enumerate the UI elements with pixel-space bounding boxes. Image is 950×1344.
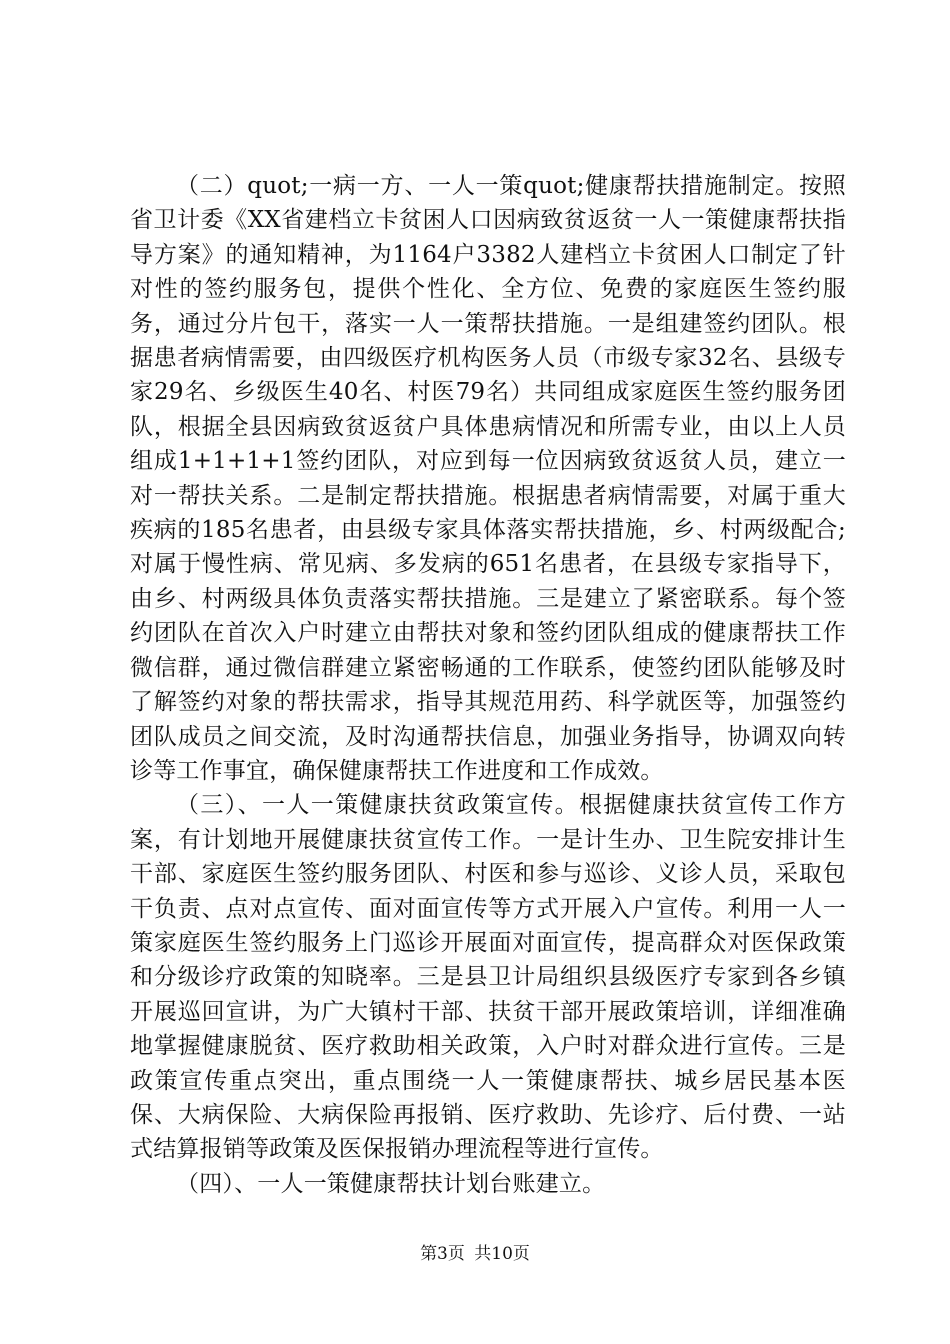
- document-body: [130, 169, 846, 1201]
- paragraph-section-2: （二）quot;一病一方、一人一策quot;健康帮扶措施制定。按照省卫计委《XX省建档立卡贫困人口因病致贫返贫一人一策健康帮扶指导方案》的通知精神，为1164户3382人建档立卡贫困人口制定了针对性的签约服务包，提供个性化、全方位、免费的家庭医生签约服务，通过分片包干，落实一人一策帮扶措施。一是组建签约团队。根据患者病情需要，由四级医疗机构医务人员（市级专家32名、县级专家29名、乡级医生40名、村医79名）共同组成家庭医生签约服务团队，根据全县因病致贫返贫户具体患病情况和所需专业，由以上人员组成1+1+1+1签约团队，对应到每一位因病致贫返贫人员，建立一对一帮扶关系。二是制定帮扶措施。根据患者病情需要，对属于重大疾病的185名患者，由县级专家具体落实帮扶措施，乡、村两级配合;对属于慢性病、常见病、多发病的651名患者，在县级专家指导下，由乡、村两级具体负责落实帮扶措施。三是建立了紧密联系。每个签约团队在首次入户时建立由帮扶对象和签约团队组成的健康帮扶工作微信群，通过微信群建立紧密畅通的工作联系，使签约团队能够及时了解签约对象的帮扶需求，指导其规范用药、科学就医等，加强签约团队成员之间交流，及时沟通帮扶信息，加强业务指导，协调双向转诊等工作事宜，确保健康帮扶工作进度和工作成效。: [130, 173, 846, 784]
- paragraph-section-4: （四）、一人一策健康帮扶计划台账建立。: [176, 1170, 606, 1197]
- page-number-total: 共10页: [474, 1244, 530, 1264]
- page-number-current: 第3页: [420, 1244, 465, 1264]
- page-footer: [0, 1243, 950, 1265]
- paragraph-section-3: （三）、一人一策健康扶贫政策宣传。根据健康扶贫宣传工作方案，有计划地开展健康扶贫宣传工作。一是计生办、卫生院安排计生干部、家庭医生签约服务团队、村医和参与巡诊、义诊人员，采取包干负责、点对点宣传、面对面宣传等方式开展入户宣传。利用一人一策家庭医生签约服务上门巡诊开展面对面宣传，提高群众对医保政策和分级诊疗政策的知晓率。三是县卫计局组织县级医疗专家到各乡镇开展巡回宣讲，为广大镇村干部、扶贫干部开展政策培训，详细准确地掌握健康脱贫、医疗救助相关政策，入户时对群众进行宣传。三是政策宣传重点突出，重点围绕一人一策健康帮扶、城乡居民基本医保、大病保险、大病保险再报销、医疗救助、先诊疗、后付费、一站式结算报销等政策及医保报销办理流程等进行宣传。: [130, 792, 846, 1163]
